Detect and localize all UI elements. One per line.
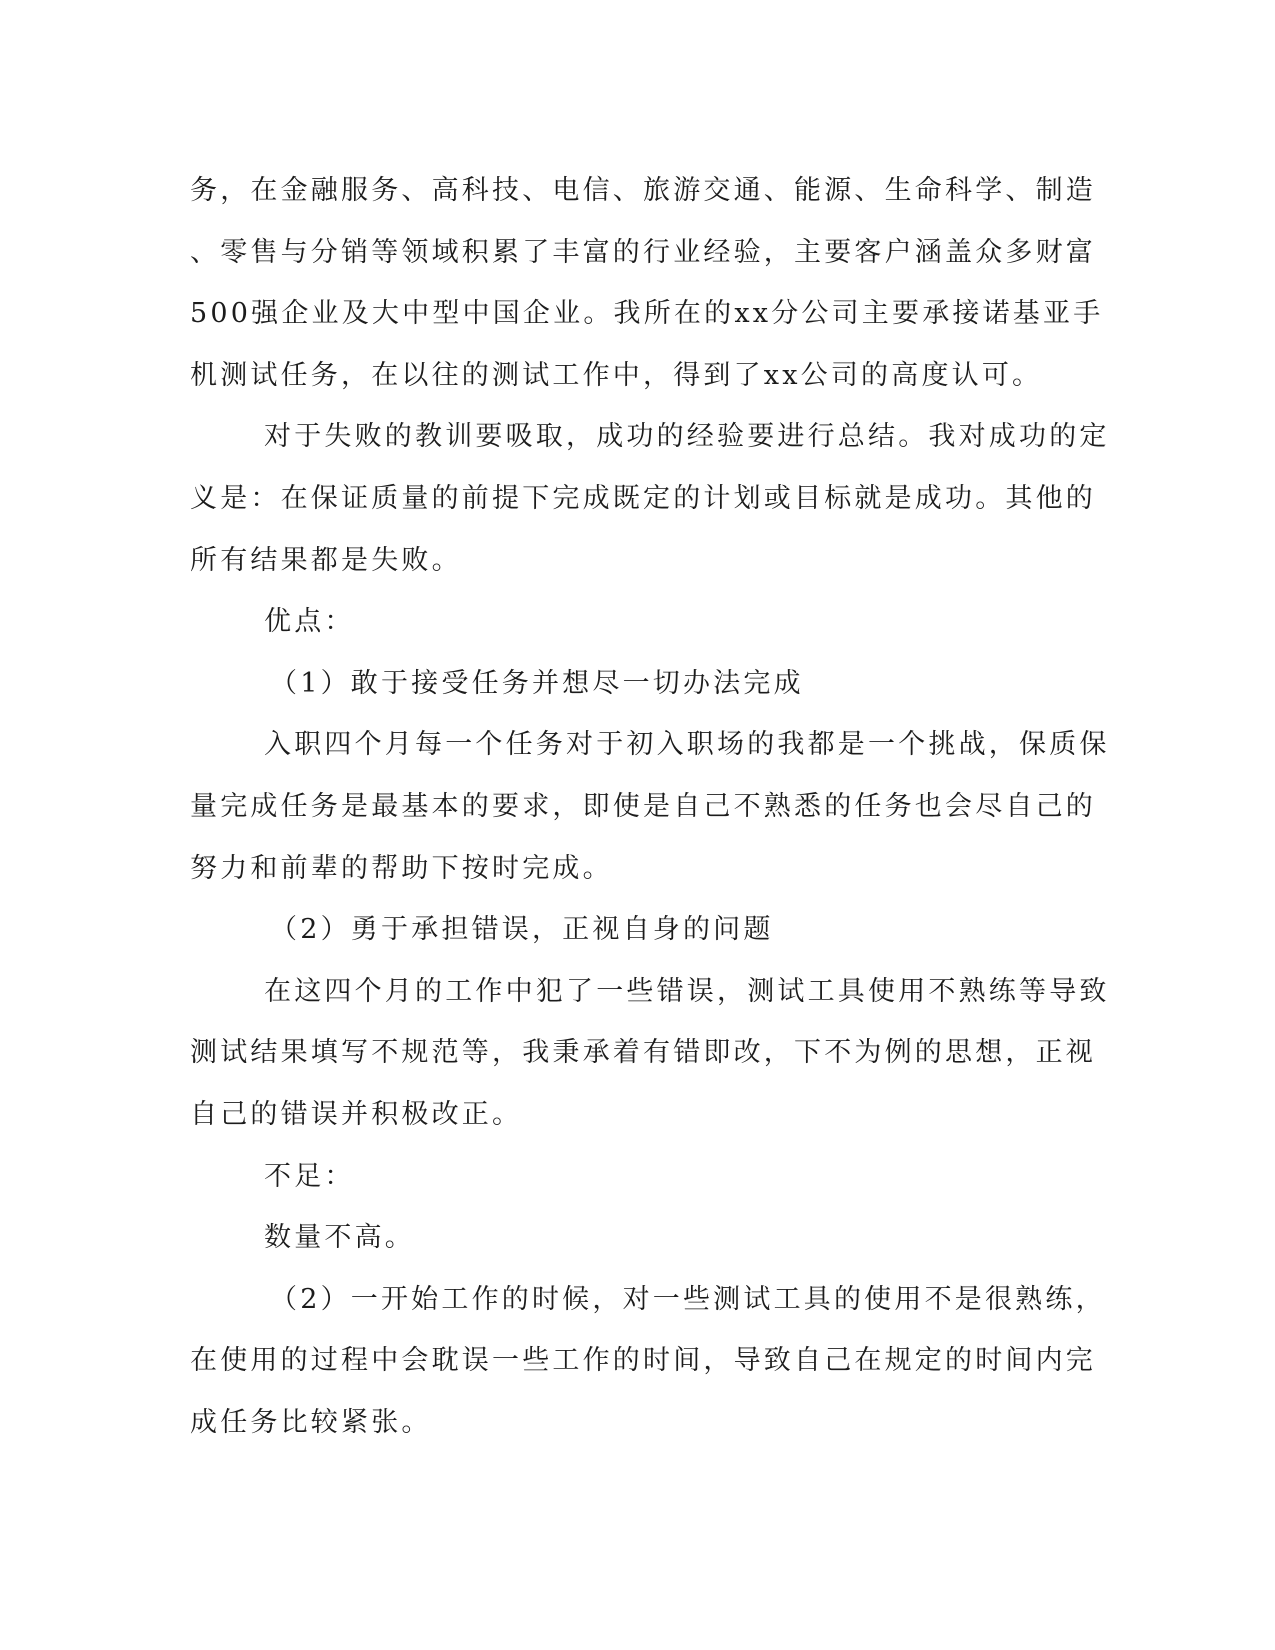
paragraph-line: 务，在金融服务、高科技、电信、旅游交通、能源、生命科学、制造 [190,175,1096,206]
section-heading-strengths: 优点： [264,606,355,638]
paragraph-line: 所有结果都是失败。 [190,544,462,576]
document-body [190,160,1110,1453]
list-item-heading: （2）勇于承担错误，正视自身的问题 [270,914,774,946]
list-item-heading: （2）一开始工作的时候，对一些测试工具的使用不是很熟练， [270,1283,1106,1315]
section-heading-weaknesses: 不足： [264,1160,355,1192]
paragraph-line: 量完成任务是最基本的要求，即使是自己不熟悉的任务也会尽自己的 [190,790,1096,822]
list-item-heading: （1）敢于接受任务并想尽一切办法完成 [270,667,804,699]
paragraph-line: 义是：在保证质量的前提下完成既定的计划或目标就是成功。其他的 [190,482,1096,514]
paragraph-line: 在这四个月的工作中犯了一些错误，测试工具使用不熟练等导致 [264,975,1110,1007]
paragraph-line: 努力和前辈的帮助下按时完成。 [190,852,613,884]
paragraph-line: 测试结果填写不规范等，我秉承着有错即改，下不为例的思想，正视 [190,1037,1096,1069]
paragraph-line: 500强企业及大中型中国企业。我所在的xx分公司主要承接诺基亚手 [190,298,1104,330]
paragraph-line: 机测试任务，在以往的测试工作中，得到了xx公司的高度认可。 [190,359,1043,391]
paragraph-line: 入职四个月每一个任务对于初入职场的我都是一个挑战，保质保 [264,729,1110,761]
paragraph-line: 成任务比较紧张。 [190,1406,432,1438]
paragraph-line: 自己的错误并积极改正。 [190,1098,523,1130]
paragraph-line: 、零售与分销等领域积累了丰富的行业经验，主要客户涵盖众多财富 [190,236,1096,268]
paragraph-line: 对于失败的教训要吸取，成功的经验要进行总结。我对成功的定 [264,421,1110,453]
paragraph-line: 数量不高。 [264,1222,415,1254]
paragraph-line: 在使用的过程中会耽误一些工作的时间，导致自己在规定的时间内完 [190,1345,1096,1377]
